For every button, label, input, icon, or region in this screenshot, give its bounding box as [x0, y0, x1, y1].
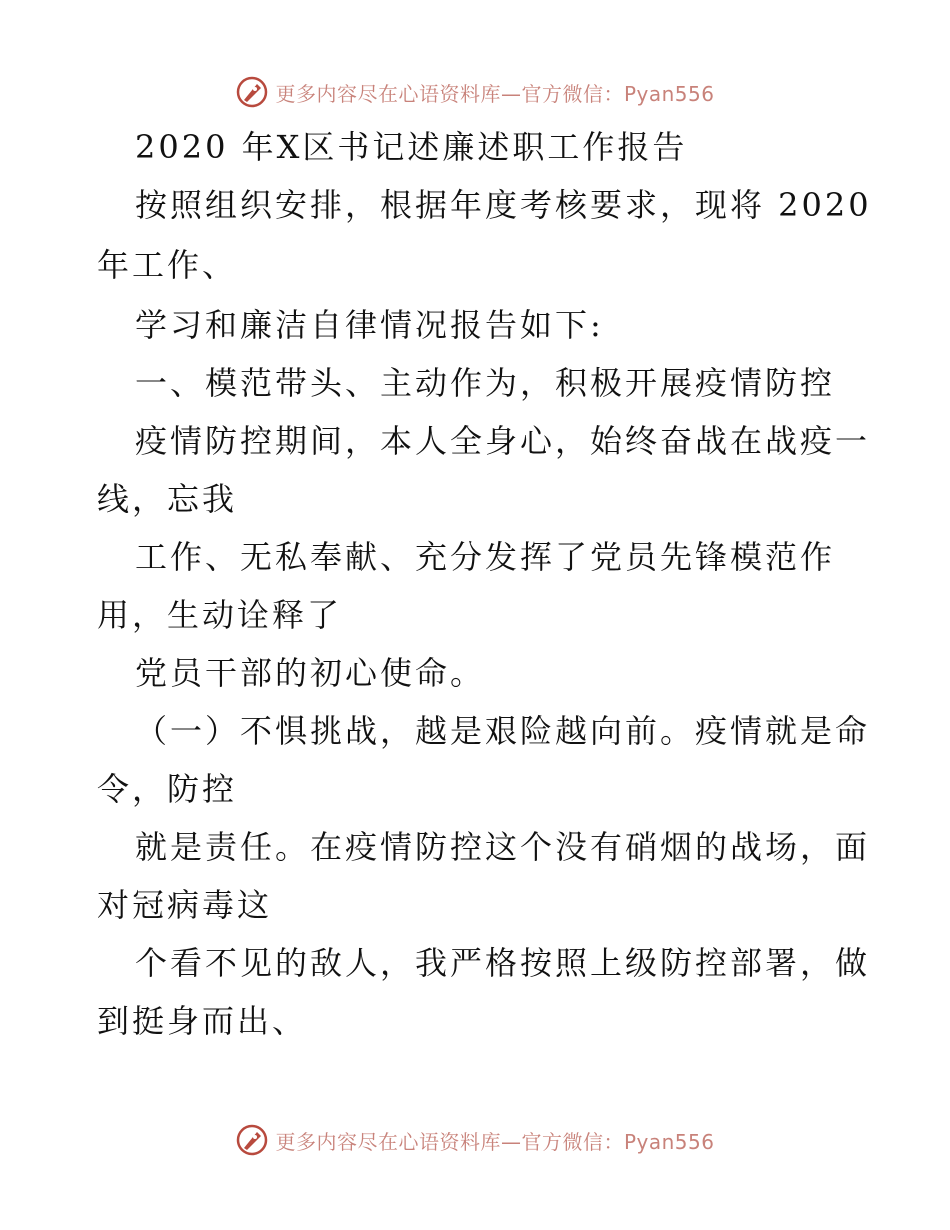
- paragraph-line: 疫情防控期间，本人全身心，始终奋战在战疫一: [135, 422, 871, 460]
- paragraph-line: 到挺身而出、: [97, 1002, 308, 1040]
- subsection-heading: （一）不惧挑战，越是艰险越向前。疫情就是命: [135, 712, 871, 750]
- paragraph-line: 年工作、: [97, 246, 238, 284]
- section-heading: 一、模范带头、主动作为，积极开展疫情防控: [135, 364, 836, 402]
- pen-nib-logo-icon: [235, 75, 269, 109]
- watermark-header: [0, 72, 950, 112]
- pen-nib-logo-icon: [235, 1123, 269, 1157]
- paragraph-line: 线，忘我: [97, 480, 238, 518]
- paragraph-line: 令，防控: [97, 770, 238, 808]
- paragraph-line: 工作、无私奉献、充分发挥了党员先锋模范作: [135, 538, 836, 576]
- paragraph-line: 就是责任。在疫情防控这个没有硝烟的战场，面: [135, 828, 871, 866]
- watermark-text: 更多内容尽在心语资料库—官方微信：Pyan556: [275, 81, 715, 106]
- paragraph-line: 个看不见的敌人，我严格按照上级防控部署，做: [135, 944, 871, 982]
- watermark-text: 更多内容尽在心语资料库—官方微信：Pyan556: [275, 1129, 715, 1154]
- document-title: 2020 年X区书记述廉述职工作报告: [135, 128, 688, 166]
- paragraph-line: 学习和廉洁自律情况报告如下:: [135, 306, 604, 344]
- paragraph-line: 党员干部的初心使命。: [135, 654, 486, 692]
- watermark-footer: [0, 1120, 950, 1160]
- paragraph-line: 用，生动诠释了: [97, 596, 343, 634]
- paragraph-line: 对冠病毒这: [97, 886, 273, 924]
- paragraph-line: 按照组织安排，根据年度考核要求，现将 2020: [135, 186, 872, 224]
